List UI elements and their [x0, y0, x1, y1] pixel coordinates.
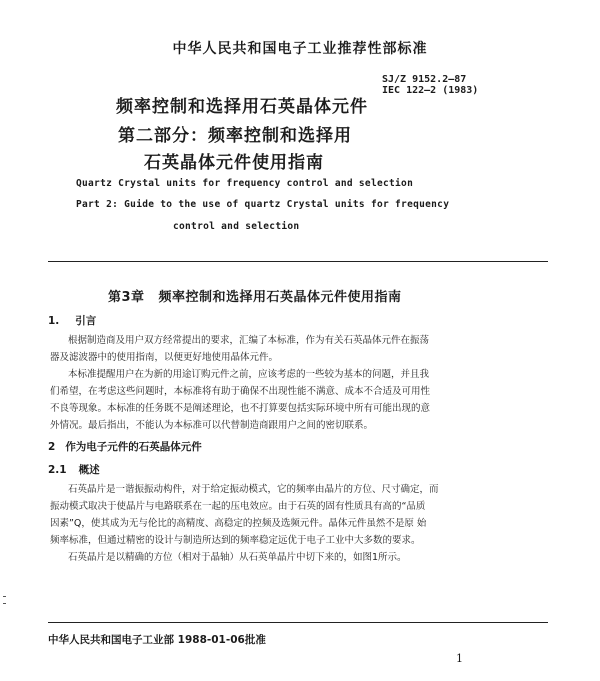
- section-1-para-2-line-3: 不良等现象。本标准的任务既不是阐述理论，也不打算要包括实际环境中所有可能出现的意: [50, 403, 431, 414]
- chapter-number: 第3章: [108, 290, 145, 305]
- section-1-para-2-line-1: 本标准提醒用户在为新的用途订购元件之前，应该考虑的一些较为基本的问题，并且我: [68, 369, 430, 380]
- title-en-line-3: control and selection: [173, 221, 300, 232]
- section-2-1-number: 2.1: [48, 464, 67, 476]
- section-2-1-para-2-line-1: 石英晶片是以精确的方位（相对于晶轴）从石英单晶片中切下来的，如图1所示。: [68, 552, 407, 563]
- chapter-heading: [108, 286, 402, 305]
- title-en-line-1: Quartz Crystal units for frequency control and selection: [76, 178, 414, 189]
- page-number: 1: [456, 652, 463, 665]
- standard-code-iec: IEC 122—2 (1983): [382, 85, 479, 96]
- approval-line: 中华人民共和国电子工业部 1988-01-06批准: [48, 634, 266, 646]
- section-2-1-heading: [48, 462, 100, 477]
- section-2-1-para-1-line-3: 因素”Q，使其成为无与伦比的高精度、高稳定的控频及选频元件。晶体元件虽然不是原 始: [50, 518, 427, 529]
- section-1-para-2-line-4: 外情况。最后指出，不能认为本标准可以代替制造商跟用户之间的密切联系。: [50, 420, 374, 431]
- standard-code-block: [382, 74, 478, 96]
- section-2-heading: [48, 439, 202, 454]
- footer-divider: [48, 622, 548, 623]
- section-2-number: 2: [48, 441, 56, 453]
- title-cn-line-2: 第二部分：频率控制和选择用: [118, 126, 352, 146]
- title-cn-line-3: 石英晶体元件使用指南: [144, 153, 324, 173]
- title-cn-line-1: 频率控制和选择用石英晶体元件: [116, 97, 368, 117]
- section-1-title: 引言: [75, 315, 97, 327]
- section-2-1-para-1-line-1: 石英晶片是一谐振振动构件，对于给定振动模式，它的频率由晶片的方位、尺寸确定，而: [68, 484, 439, 495]
- chapter-title: 频率控制和选择用石英晶体元件使用指南: [158, 290, 402, 305]
- section-2-1-para-1-line-4: 频率标准，但通过精密的设计与制造所达到的频率稳定远优于电子工业中大多数的要求。: [50, 535, 421, 546]
- standard-code-sj: SJ/Z 9152.2—87: [382, 74, 467, 85]
- section-1-number: 1.: [48, 315, 60, 327]
- section-2-1-para-1-line-2: 振动模式取决于使晶片与电路联系在一起的压电效应。由于石英的固有性质具有高的“品质: [50, 501, 426, 512]
- standard-body-header: 中华人民共和国电子工业推荐性部标准: [172, 41, 428, 57]
- header-divider: [48, 261, 548, 262]
- section-1-heading: [48, 313, 96, 328]
- section-2-title: 作为电子元件的石英晶体元件: [65, 441, 202, 453]
- title-en-line-2: Part 2: Guide to the use of quartz Crystal units for frequency: [76, 199, 450, 210]
- section-1-para-2-line-2: 们希望，在考虑这些问题时，本标准将有助于确保不出现性能不满意、成本不合适及可用性: [50, 386, 431, 397]
- section-1-para-1-line-2: 器及滤波器中的使用指南，以便更好地使用晶体元件。: [50, 352, 279, 363]
- scan-mark: [3, 603, 6, 604]
- section-2-1-title: 概述: [78, 464, 100, 476]
- section-1-para-1-line-1: 根据制造商及用户双方经常提出的要求，汇编了本标准，作为有关石英晶体元件在振荡: [68, 335, 430, 346]
- scan-mark: [3, 596, 6, 597]
